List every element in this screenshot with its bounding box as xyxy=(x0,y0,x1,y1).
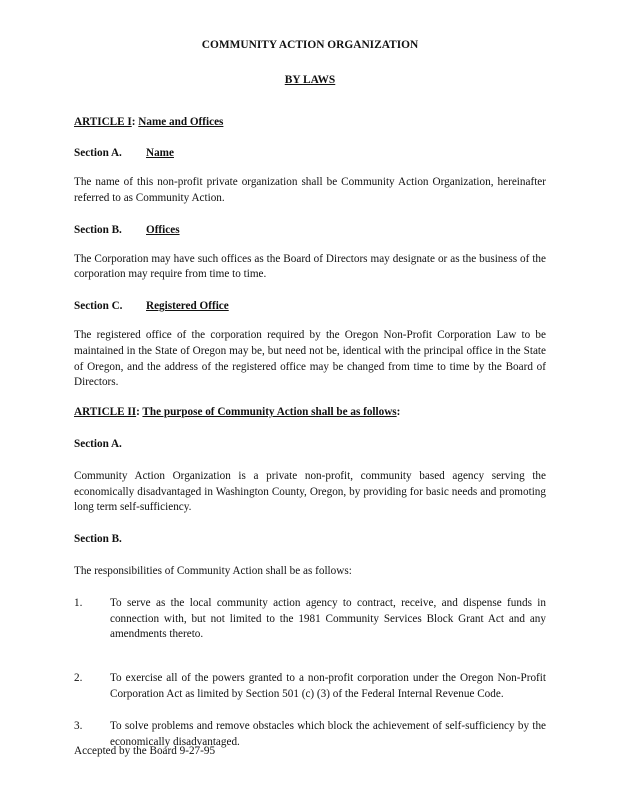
list-number: 2. xyxy=(74,672,83,685)
article-2-section-b-heading xyxy=(74,532,546,548)
article-1-separator: : xyxy=(131,115,136,128)
section-c-heading xyxy=(74,299,546,315)
section-number: Section A. xyxy=(74,147,122,160)
section-number: Section B. xyxy=(74,533,122,546)
section-name: Name xyxy=(146,147,174,160)
article-2-label: ARTICLE II xyxy=(74,406,137,419)
document-subtitle: BY LAWS xyxy=(284,73,336,86)
section-name: Offices xyxy=(146,223,180,236)
list-text: To exercise all of the powers granted to a non-profit corporation under the Oregon Non-Profit Corporation Act as limited by Section 501 (c) (3) of the Federal Internal Revenue Code. xyxy=(110,672,546,700)
document-title: COMMUNITY ACTION ORGANIZATION xyxy=(201,39,419,51)
document-page xyxy=(74,38,546,750)
article-2-section-a-heading xyxy=(74,437,546,453)
article-2-section-a-paragraph: Community Action Organization is a private non-profit, community based agency serving the economically disadvantaged in Washington County, Oregon, by providing for basic needs and promoting long term self-sufficiency. xyxy=(74,469,546,514)
section-a-heading xyxy=(74,146,546,162)
article-2-separator: : xyxy=(136,406,143,419)
article-2-heading xyxy=(74,405,546,421)
article-1-heading xyxy=(74,115,546,131)
list-item xyxy=(74,671,546,703)
section-b-heading xyxy=(74,223,546,239)
list-text: To serve as the local community action agency to contract, receive, and dispense funds in connection with, but not limited to the 1981 Community Services Block Grant Act and any amendments thereto. xyxy=(110,596,546,641)
list-number: 3. xyxy=(74,719,83,732)
article-1-title: Name and Offices xyxy=(138,115,224,128)
list-item xyxy=(74,596,546,643)
section-number: Section A. xyxy=(74,437,122,450)
section-a-paragraph: The name of this non-profit private organization shall be Community Action Organization, hereinafter referred to as Community Action. xyxy=(74,176,546,204)
article-2-title: The purpose of Community Action shall be as follows xyxy=(142,406,397,419)
section-b-paragraph: The Corporation may have such offices as the Board of Directors may designate or as the business of the corporation may require from time to time. xyxy=(74,252,546,281)
list-text: To solve problems and remove obstacles which block the achievement of self-sufficiency by the economically disadvantaged. xyxy=(110,719,546,748)
section-number: Section B. xyxy=(74,223,122,236)
article-1-label: ARTICLE I xyxy=(74,115,132,128)
section-number: Section C. xyxy=(74,300,123,313)
list-number: 1. xyxy=(74,596,83,609)
article-2-end: : xyxy=(396,406,401,419)
article-2-section-b-paragraph: The responsibilities of Community Action shall be as follows: xyxy=(74,564,352,577)
footer-note: Accepted by the Board 9-27-95 xyxy=(74,745,216,757)
section-c-paragraph: The registered office of the corporation required by the Oregon Non-Profit Corporation Law to be maintained in the State of Oregon may be, but need not be, identical with the principal office in the State of Oregon, and the address of the registered office may be changed from time to time by the Board of Directors. xyxy=(74,328,546,389)
section-name: Registered Office xyxy=(146,300,229,313)
